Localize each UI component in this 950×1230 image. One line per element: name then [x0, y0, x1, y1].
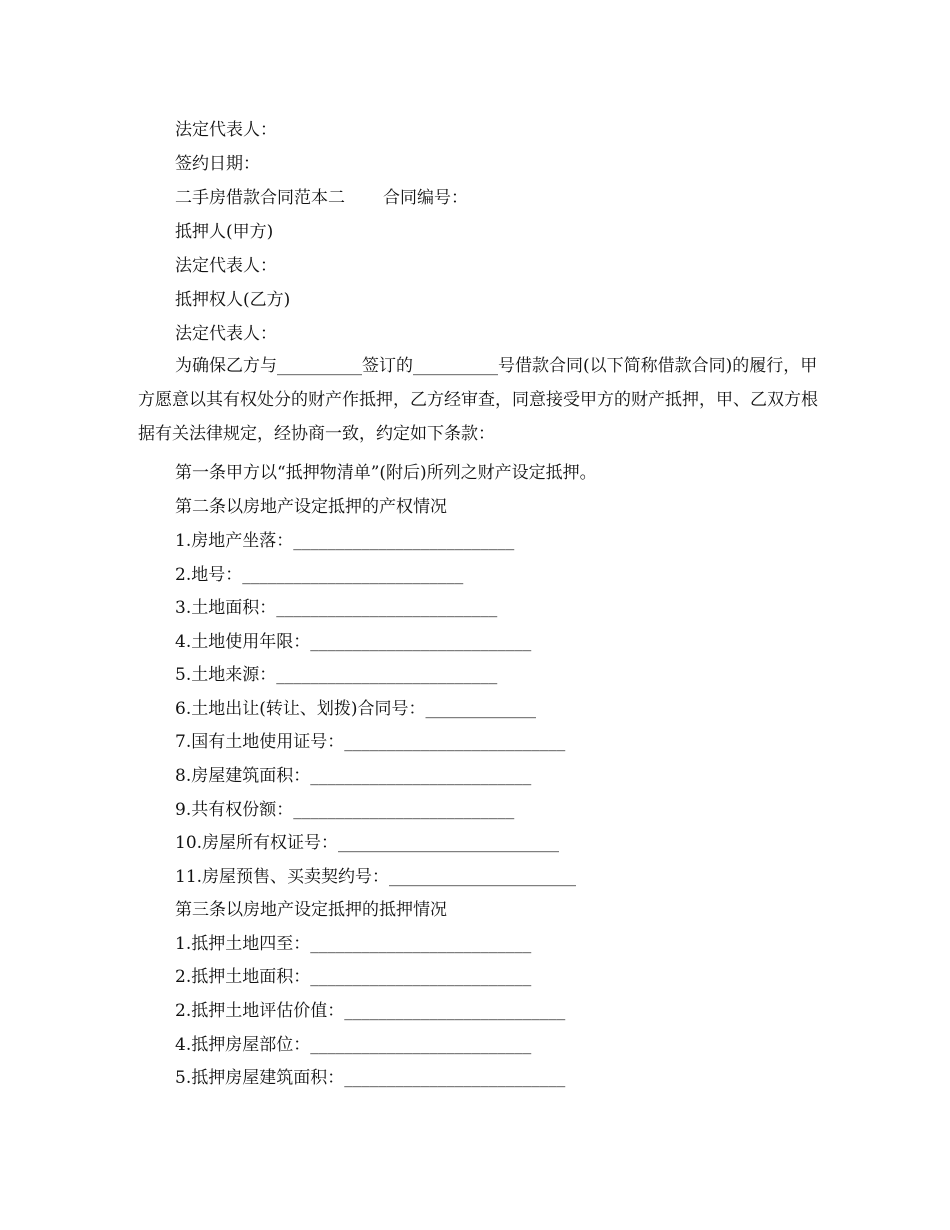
contract-heading-line: [175, 188, 468, 208]
article-2-item: 3.土地面积：__________________________: [175, 598, 498, 618]
intro-paragraph: 为确保乙方与__________签订的__________号借款合同(以下简称借款合同)的履行，甲方愿意以其有权处分的财产作抵押，乙方经审查，同意接受甲方的财产抵押，甲、乙双方根据有关法律规定，经协商一致，约定如下条款：: [138, 356, 818, 444]
article-2-item: 11.房屋预售、买卖契约号：______________________: [175, 867, 577, 887]
article-2-title: 第二条以房地产设定抵押的产权情况: [175, 497, 447, 517]
article-3-item: 1.抵押土地四至：__________________________: [175, 934, 532, 954]
article-2-item: 9.共有权份额：__________________________: [175, 800, 515, 820]
article-2-item: 1.房地产坐落：__________________________: [175, 531, 515, 551]
article-2-item: 4.土地使用年限：__________________________: [175, 632, 532, 652]
signing-date-line: 签约日期：: [175, 154, 260, 174]
article-3-item: 4.抵押房屋部位：__________________________: [175, 1035, 532, 1055]
article-3-item: 2.抵押土地评估价值：__________________________: [175, 1001, 566, 1021]
article-3-item: 2.抵押土地面积：__________________________: [175, 967, 532, 987]
contract-title: 二手房借款合同范本二: [175, 188, 345, 208]
mortgagor-line: 抵押人(甲方): [175, 222, 274, 242]
mortgagor-representative-line: 法定代表人：: [175, 256, 277, 276]
article-2-item: 7.国有土地使用证号：__________________________: [175, 732, 566, 752]
legal-representative-line: 法定代表人：: [175, 120, 277, 140]
article-3-title: 第三条以房地产设定抵押的抵押情况: [175, 900, 447, 920]
article-3-item: 5.抵押房屋建筑面积：__________________________: [175, 1068, 566, 1088]
article-2-item: 10.房屋所有权证号：__________________________: [175, 833, 560, 853]
contract-number-label: 合同编号：: [383, 188, 468, 208]
article-2-item: 2.地号：__________________________: [175, 565, 464, 585]
mortgagee-representative-line: 法定代表人：: [175, 324, 277, 344]
article-2-item: 6.土地出让(转让、划拨)合同号：_____________: [175, 699, 536, 719]
article-2-item: 8.房屋建筑面积：__________________________: [175, 766, 532, 786]
article-2-item: 5.土地来源：__________________________: [175, 665, 498, 685]
mortgagee-line: 抵押权人(乙方): [175, 290, 291, 310]
article-1: 第一条甲方以“抵押物清单”(附后)所列之财产设定抵押。: [175, 463, 597, 483]
